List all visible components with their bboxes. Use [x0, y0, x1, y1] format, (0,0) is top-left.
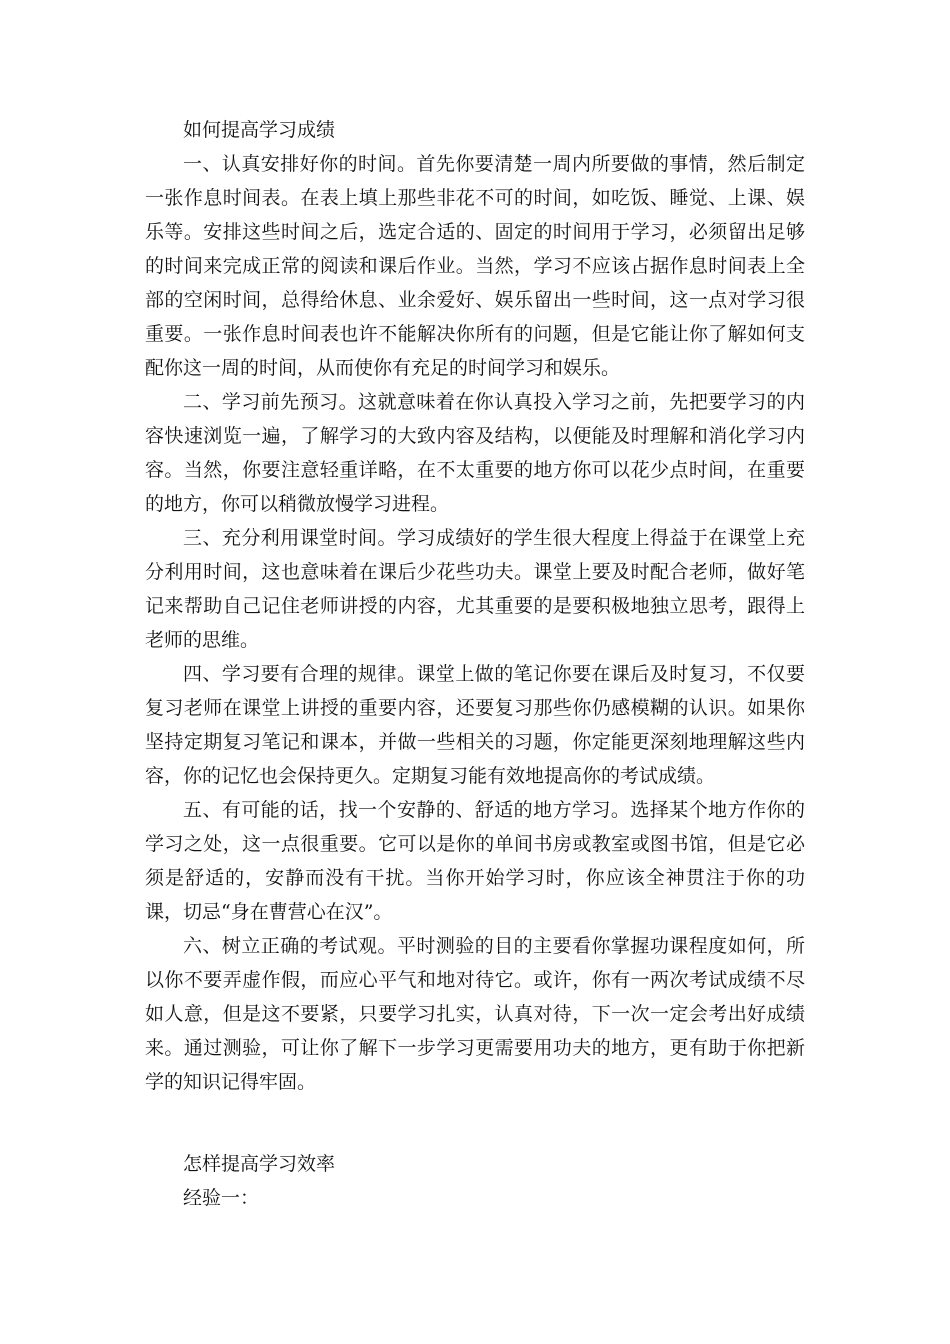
section-2-subheading: 经验一： [183, 1187, 260, 1209]
paragraph-1: 一、认真安排好你的时间。首先你要清楚一周内所要做的事情，然后制定一张作息时间表。在表上填上那些非花不可的时间，如吃饭、睡觉、上课、娱乐等。安排这些时间之后，选定合适的、固定的时间用于学习，必须留出足够的时间来完成正常的阅读和课后作业。当然，学习不应该占据作息时间表上全部的空闲时间，总得给休息、业余爱好、娱乐留出一些时间，这一点对学习很重要。一张作息时间表也许不能解决你所有的问题，但是它能让你了解如何支配你这一周的时间，从而使你有充足的时间学习和娱乐。 [145, 153, 805, 379]
paragraph-2: 二、学习前先预习。这就意味着在你认真投入学习之前，先把要学习的内容快速浏览一遍，了解学习的大致内容及结构，以便能及时理解和消化学习内容。当然，你要注意轻重详略，在不太重要的地方你可以花少点时间，在重要的地方，你可以稍微放慢学习进程。 [145, 391, 805, 515]
paragraph-4: 四、学习要有合理的规律。课堂上做的笔记你要在课后及时复习，不仅要复习老师在课堂上讲授的重要内容，还要复习那些你仍感模糊的认识。如果你坚持定期复习笔记和课本，并做一些相关的习题，你定能更深刻地理解这些内容，你的记忆也会保持更久。定期复习能有效地提高你的考试成绩。 [145, 663, 805, 787]
paragraph-6: 六、树立正确的考试观。平时测验的目的主要看你掌握功课程度如何，所以你不要弄虚作假，而应心平气和地对待它。或许，你有一两次考试成绩不尽如人意，但是这不要紧，只要学习扎实，认真对待，下一次一定会考出好成绩来。通过测验，可让你了解下一步学习更需要用功夫的地方，更有助于你把新学的知识记得牢固。 [145, 935, 805, 1093]
document-body [145, 113, 805, 1215]
paragraph-5: 五、有可能的话，找一个安静的、舒适的地方学习。选择某个地方作你的学习之处，这一点很重要。它可以是你的单间书房或教室或图书馆，但是它必须是舒适的，安静而没有干扰。当你开始学习时，你应该全神贯注于你的功课，切忌“身在曹营心在汉”。 [145, 799, 805, 923]
section-2-title: 怎样提高学习效率 [183, 1153, 336, 1175]
paragraph-3: 三、充分利用课堂时间。学习成绩好的学生很大程度上得益于在课堂上充分利用时间，这也意味着在课后少花些功夫。课堂上要及时配合老师，做好笔记来帮助自己记住老师讲授的内容，尤其重要的是要积极地独立思考，跟得上老师的思维。 [145, 527, 805, 651]
section-spacer [145, 1099, 805, 1147]
document-title: 如何提高学习成绩 [183, 119, 336, 141]
